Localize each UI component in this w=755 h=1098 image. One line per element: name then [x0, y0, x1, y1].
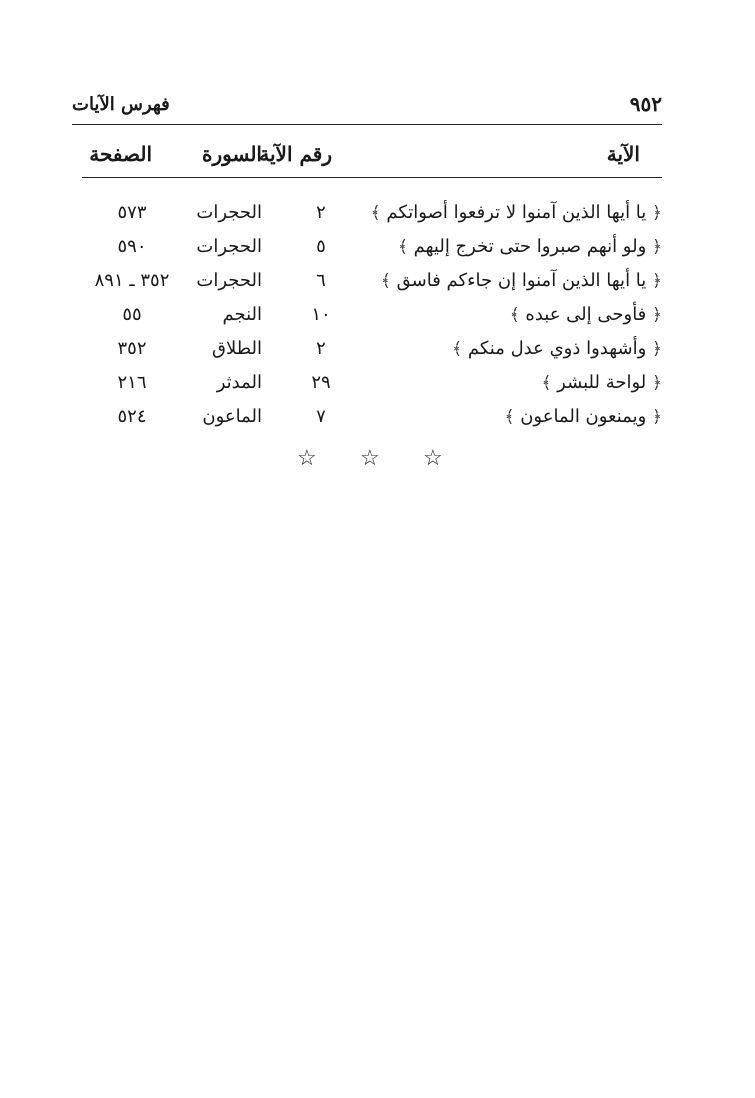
table-row: [72, 234, 662, 268]
ayah-label: ويمنعون الماعون: [520, 406, 647, 427]
page-reference: ٥٩٠: [117, 236, 147, 257]
ornate-bracket-close-icon: ﴾: [509, 305, 520, 325]
column-header-surah: السورة: [202, 142, 262, 166]
ornate-bracket-close-icon: ﴾: [504, 407, 515, 427]
ornate-bracket-close-icon: ﴾: [397, 237, 408, 257]
ornate-bracket-open-icon: ﴿: [652, 237, 662, 257]
ayah-label: فأوحى إلى عبده: [525, 304, 647, 325]
ayah-text: [541, 372, 662, 393]
ayah-label: لواحة للبشر: [557, 372, 647, 393]
page-reference: ٣٥٢: [117, 338, 147, 359]
column-headers: [72, 142, 662, 176]
column-header-page: الصفحة: [89, 142, 152, 166]
ayah-number: ٥: [316, 236, 326, 257]
column-header-rule: [82, 177, 662, 178]
ornate-bracket-close-icon: ﴾: [541, 373, 552, 393]
table-row: [72, 404, 662, 438]
index-page: [72, 88, 662, 488]
ayah-text: [510, 304, 662, 325]
ayah-label: وأشهدوا ذوي عدل منكم: [467, 338, 647, 359]
page-reference: ٥٥: [122, 304, 142, 325]
page-reference: ٥٢٤: [117, 406, 147, 427]
table-row: [72, 200, 662, 234]
ornate-bracket-close-icon: ﴾: [380, 271, 391, 291]
surah-name: المدثر: [216, 372, 262, 393]
ayah-label: يا أيها الذين آمنوا لا ترفعوا أصواتكم: [386, 202, 647, 223]
page-reference: ٥٧٣: [117, 202, 147, 223]
ayah-number: ٢: [316, 202, 326, 223]
ayah-number: ٦: [316, 270, 326, 291]
ayah-number: ٢: [316, 338, 326, 359]
page-reference: ٢١٦: [117, 372, 147, 393]
ornate-bracket-close-icon: ﴾: [370, 203, 381, 223]
header-rule: [72, 124, 662, 125]
ornate-bracket-open-icon: ﴿: [652, 203, 662, 223]
index-rows: [72, 200, 662, 438]
column-header-ayah-number: رقم الآية: [259, 142, 332, 166]
ornate-bracket-open-icon: ﴿: [652, 339, 662, 359]
index-title: فهرس الآيات: [72, 94, 170, 115]
surah-name: الحجرات: [196, 270, 262, 291]
ayah-text: [504, 406, 662, 427]
running-head: [72, 88, 662, 118]
ornate-bracket-open-icon: ﴿: [652, 305, 662, 325]
surah-name: الحجرات: [196, 202, 262, 223]
ornate-bracket-open-icon: ﴿: [652, 373, 662, 393]
ayah-number: ١٠: [311, 304, 331, 325]
ayah-text: [452, 338, 662, 359]
ayah-text: [381, 270, 662, 291]
surah-name: الماعون: [202, 406, 262, 427]
ayah-text: [371, 202, 662, 223]
ornate-bracket-open-icon: ﴿: [652, 271, 662, 291]
ayah-label: ولو أنهم صبروا حتى تخرج إليهم: [413, 236, 647, 257]
star-outline-icon: ☆: [423, 446, 443, 471]
ayah-number: ٧: [316, 406, 326, 427]
page-number: ٩٥٢: [629, 92, 662, 116]
ayah-number: ٢٩: [311, 372, 331, 393]
table-row: [72, 268, 662, 302]
star-outline-icon: ☆: [360, 446, 380, 471]
surah-name: الطلاق: [212, 338, 262, 359]
ornate-bracket-close-icon: ﴾: [452, 339, 463, 359]
surah-name: الحجرات: [196, 236, 262, 257]
surah-name: النجم: [222, 304, 262, 325]
section-divider: [297, 448, 457, 472]
table-row: [72, 336, 662, 370]
ayah-label: يا أيها الذين آمنوا إن جاءكم فاسق: [396, 270, 647, 291]
table-row: [72, 302, 662, 336]
page-reference: ٣٥٢ ـ ٨٩١: [94, 270, 170, 291]
ornate-bracket-open-icon: ﴿: [652, 407, 662, 427]
star-outline-icon: ☆: [297, 446, 317, 471]
table-row: [72, 370, 662, 404]
ayah-text: [398, 236, 662, 257]
column-header-ayah: الآية: [606, 142, 640, 166]
